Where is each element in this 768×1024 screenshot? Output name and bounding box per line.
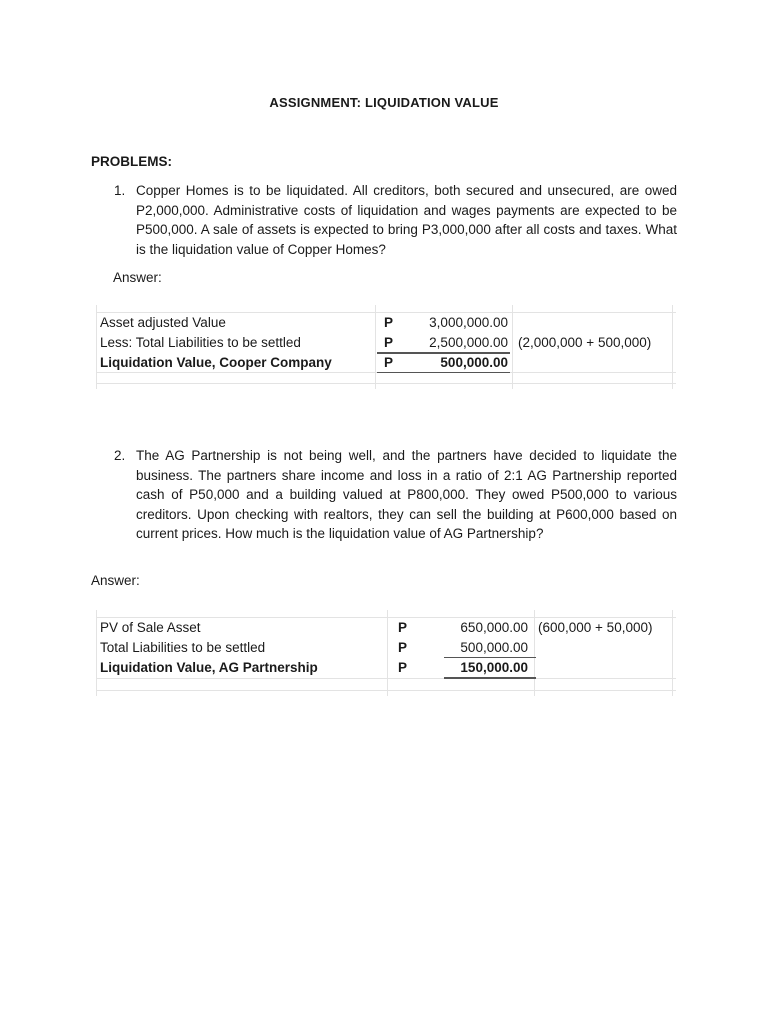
currency-symbol: P [398, 620, 408, 635]
row-label: Liquidation Value, AG Partnership [100, 660, 318, 675]
answer-table-2 [96, 610, 676, 696]
problem-number: 2. [114, 448, 126, 463]
currency-symbol: P [384, 315, 394, 330]
currency-symbol: P [384, 335, 394, 350]
underline-rule [444, 677, 536, 679]
table-row [96, 333, 676, 353]
problem-1 [114, 181, 677, 259]
problem-2 [114, 446, 677, 544]
underline-rule [377, 372, 510, 373]
underline-rule [444, 657, 536, 658]
row-note: (2,000,000 + 500,000) [518, 335, 652, 350]
currency-symbol: P [398, 660, 408, 675]
row-amount: 2,500,000.00 [429, 335, 508, 350]
currency-symbol: P [398, 640, 408, 655]
row-amount: 3,000,000.00 [429, 315, 508, 330]
row-label: PV of Sale Asset [100, 620, 201, 635]
document-title: ASSIGNMENT: LIQUIDATION VALUE [269, 95, 499, 110]
answer-table-1 [96, 305, 676, 389]
row-amount: 650,000.00 [460, 620, 528, 635]
row-note: (600,000 + 50,000) [538, 620, 653, 635]
row-amount: 150,000.00 [460, 660, 528, 675]
problem-text: Copper Homes is to be liquidated. All creditors, both secured and unsecured, are owed P2,000,000. Administrative costs of liquidation and wages payments are expected to be P500,000. A sale of assets is expected to bring P3,000,000 after all costs and taxes. What is the liquidation value of Copper Homes? [136, 183, 677, 257]
problem-text: The AG Partnership is not being well, and the partners have decided to liquidate the business. The partners share income and loss in a ratio of 2:1 AG Partnership reported cash of P50,000 and a building valued at P800,000. They owed P500,000 to various creditors. Upon checking with realtors, they can sell the building at P600,000 based on current prices. How much is the liquidation value of AG Partnership? [136, 448, 677, 541]
problems-heading: PROBLEMS: [91, 154, 172, 169]
table-row [96, 618, 676, 638]
row-label: Total Liabilities to be settled [100, 640, 266, 655]
underline-rule [377, 352, 510, 354]
table-row [96, 313, 676, 333]
currency-symbol: P [384, 355, 394, 370]
row-label: Asset adjusted Value [100, 315, 226, 330]
row-label: Liquidation Value, Cooper Company [100, 355, 332, 370]
row-amount: 500,000.00 [440, 355, 508, 370]
problem-number: 1. [114, 183, 126, 198]
table-row [96, 658, 676, 678]
answer-label: Answer: [91, 573, 140, 588]
row-amount: 500,000.00 [460, 640, 528, 655]
row-label: Less: Total Liabilities to be settled [100, 335, 301, 350]
answer-label: Answer: [113, 270, 162, 285]
table-row [96, 353, 676, 373]
table-row [96, 638, 676, 658]
